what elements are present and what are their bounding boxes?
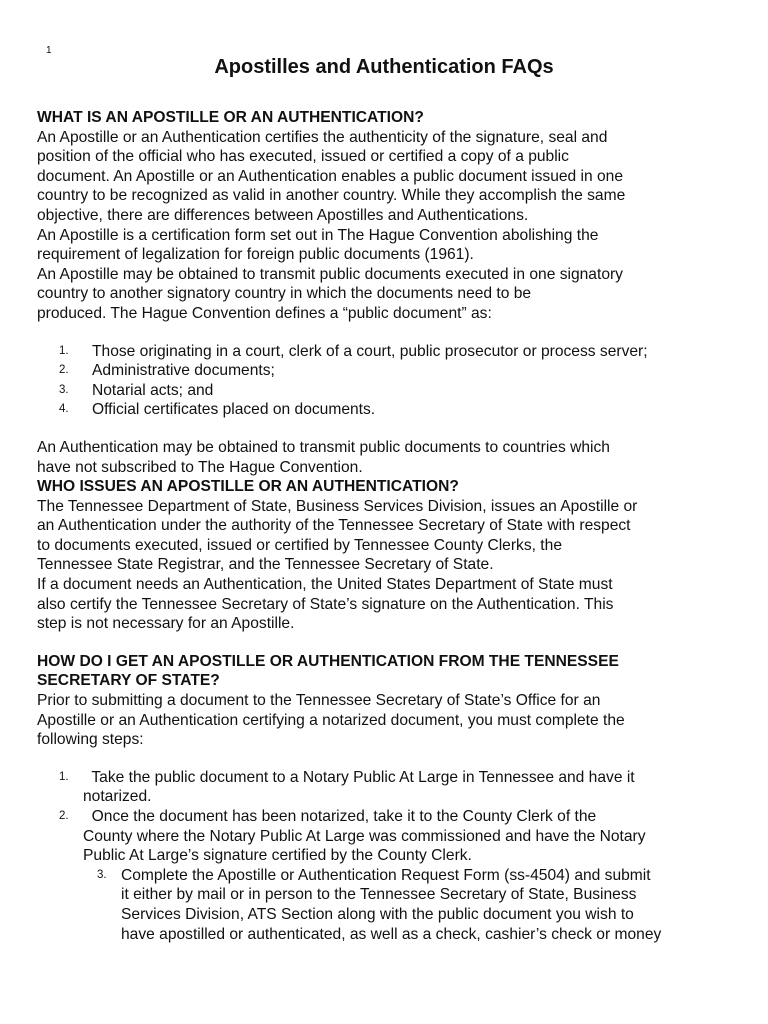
text-line: Prior to submitting a document to the Tennessee Secretary of State’s Office for an xyxy=(37,692,601,710)
paragraph xyxy=(37,265,747,324)
list-text: Services Division, ATS Section along with the public document you wish to xyxy=(121,905,634,923)
page-number: 1 xyxy=(46,45,52,56)
list-item xyxy=(37,361,747,381)
section-heading: WHO ISSUES AN APOSTILLE OR AN AUTHENTICATION? xyxy=(37,478,459,496)
list-number: 2. xyxy=(59,364,69,377)
list-text: Official certificates placed on documents. xyxy=(92,401,376,419)
list-item xyxy=(37,807,747,866)
text-line: If a document needs an Authentication, the United States Department of State must xyxy=(37,576,613,594)
list-text: Once the document has been notarized, take it to the County Clerk of the xyxy=(83,808,597,825)
list-text: Complete the Apostille or Authentication Request Form (ss-4504) and submit xyxy=(121,866,651,884)
text-line: requirement of legalization for foreign public documents (1961). xyxy=(37,246,474,264)
paragraph xyxy=(37,497,747,575)
list-number: 3. xyxy=(97,868,107,881)
list-text: notarized. xyxy=(83,788,152,806)
list-text: County where the Notary Public At Large was commissioned and have the Notary xyxy=(83,827,646,845)
text-line: An Apostille may be obtained to transmit public documents executed in one signatory xyxy=(37,265,623,283)
list-number: 1. xyxy=(59,770,69,783)
list-item xyxy=(37,400,747,420)
text-line: The Tennessee Department of State, Business Services Division, issues an Apostille or xyxy=(37,497,638,515)
list-text: have apostilled or authenticated, as well as a check, cashier’s check or money xyxy=(121,925,662,943)
list-number: 3. xyxy=(59,383,69,396)
text-line: Apostille or an Authentication certifying a notarized document, you must complete the xyxy=(37,711,625,729)
text-line: An Apostille or an Authentication certifies the authenticity of the signature, seal and xyxy=(37,128,608,146)
list-number: 4. xyxy=(59,403,69,416)
text-line: an Authentication under the authority of the Tennessee Secretary of State with respect xyxy=(37,517,631,535)
list-number: 1. xyxy=(59,344,69,357)
section-heading: WHAT IS AN APOSTILLE OR AN AUTHENTICATION? xyxy=(37,109,424,126)
paragraph xyxy=(37,438,747,477)
section-heading: SECRETARY OF STATE? xyxy=(37,672,220,690)
text-line: An Apostille is a certification form set out in The Hague Convention abolishing the xyxy=(37,226,599,244)
text-line: Tennessee State Registrar, and the Tennessee Secretary of State. xyxy=(37,556,494,574)
text-line: step is not necessary for an Apostille. xyxy=(37,615,295,633)
text-line: following steps: xyxy=(37,731,144,749)
list-text: Those originating in a court, clerk of a court, public prosecutor or process server; xyxy=(92,342,648,360)
steps-list xyxy=(37,768,747,944)
paragraph xyxy=(37,226,747,265)
section-heading: HOW DO I GET AN APOSTILLE OR AUTHENTICATION FROM THE TENNESSEE xyxy=(37,652,619,670)
text-line: document. An Apostille or an Authentication enables a public document issued in one xyxy=(37,167,624,185)
list-item xyxy=(37,381,747,401)
list-number: 2. xyxy=(59,810,69,822)
list-item xyxy=(37,866,747,944)
text-line: country to be recognized as valid in another country. While they accomplish the same xyxy=(37,187,626,205)
list-text: Public At Large’s signature certified by the County Clerk. xyxy=(83,847,472,865)
list-text: Take the public document to a Notary Public At Large in Tennessee and have it xyxy=(83,768,635,786)
text-line: have not subscribed to The Hague Convention. xyxy=(37,458,363,476)
page-title: Apostilles and Authentication FAQs xyxy=(214,56,554,78)
paragraph xyxy=(37,691,747,750)
list-item xyxy=(37,342,747,362)
text-line: also certify the Tennessee Secretary of State’s signature on the Authentication. This xyxy=(37,595,614,613)
text-line: objective, there are differences between Apostilles and Authentications. xyxy=(37,206,529,224)
text-line: An Authentication may be obtained to transmit public documents to countries which xyxy=(37,438,610,456)
text-line: country to another signatory country in which the documents need to be xyxy=(37,285,532,303)
list-item xyxy=(37,768,747,807)
document-body xyxy=(37,108,747,944)
list-text: it either by mail or in person to the Tennessee Secretary of State, Business xyxy=(121,886,637,904)
paragraph xyxy=(37,575,747,634)
text-line: position of the official who has executed, issued or certified a copy of a public xyxy=(37,148,569,166)
paragraph xyxy=(37,128,747,226)
text-line: to documents executed, issued or certified by Tennessee County Clerks, the xyxy=(37,536,562,554)
text-line: produced. The Hague Convention defines a “public document” as: xyxy=(37,304,492,322)
list-text: Notarial acts; and xyxy=(92,381,214,399)
list-text: Administrative documents; xyxy=(92,362,275,380)
public-document-list xyxy=(37,342,747,420)
